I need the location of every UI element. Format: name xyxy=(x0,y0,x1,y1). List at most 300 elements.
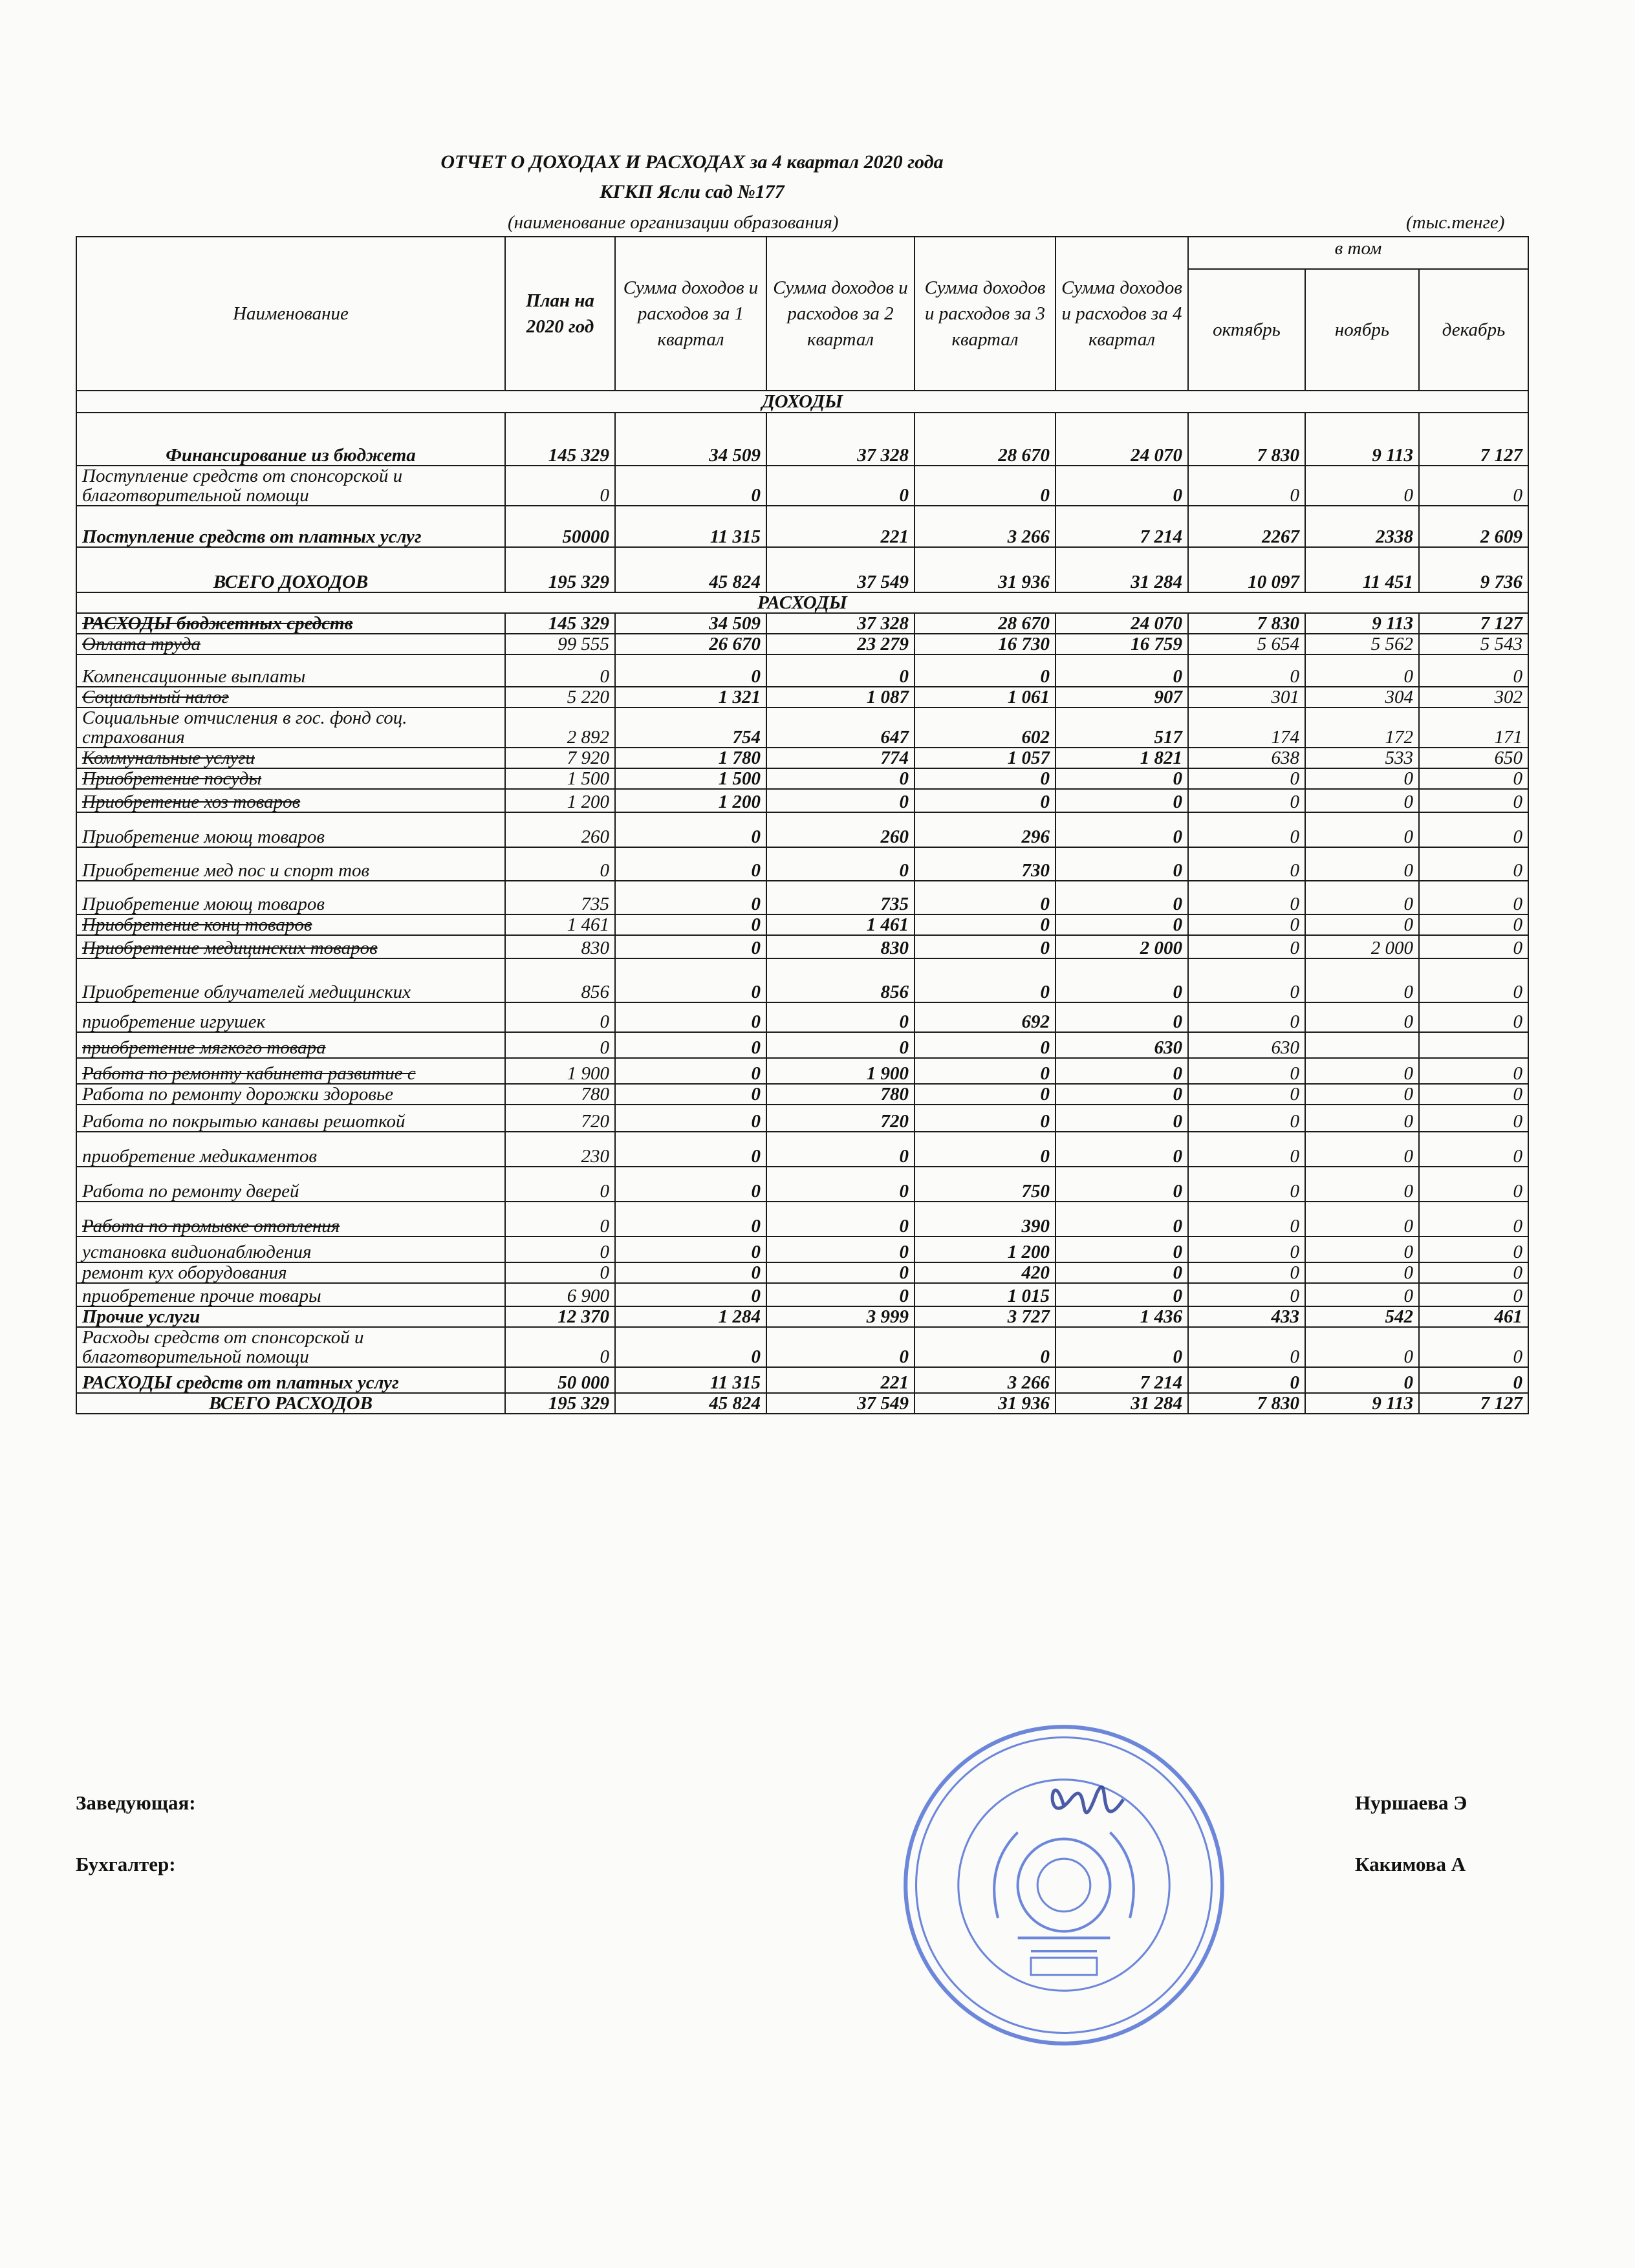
cell-value: 830 xyxy=(766,935,915,958)
table-row xyxy=(76,1167,1528,1202)
cell-value: 0 xyxy=(505,1167,615,1202)
cell-value: 145 329 xyxy=(505,413,615,466)
cell-value: 0 xyxy=(505,1002,615,1032)
row-label: ВСЕГО РАСХОДОВ xyxy=(76,1393,505,1414)
cell-value: 0 xyxy=(1419,1084,1528,1105)
cell-value: 0 xyxy=(1056,466,1188,506)
cell-value: 0 xyxy=(766,1262,915,1283)
cell-value: 2 892 xyxy=(505,707,615,748)
cell-value: 0 xyxy=(615,466,766,506)
cell-value: 2267 xyxy=(1188,506,1305,547)
cell-value: 1 200 xyxy=(505,789,615,812)
cell-value: 1 900 xyxy=(766,1058,915,1084)
cell-value: 0 xyxy=(505,466,615,506)
cell-value: 692 xyxy=(915,1002,1056,1032)
cell-value: 0 xyxy=(915,654,1056,687)
table-row xyxy=(76,1084,1528,1105)
cell-value: 0 xyxy=(1056,1202,1188,1237)
cell-value: 0 xyxy=(1056,1084,1188,1105)
cell-value: 907 xyxy=(1056,687,1188,707)
cell-value: 647 xyxy=(766,707,915,748)
cell-value: 26 670 xyxy=(615,634,766,654)
cell-value: 24 070 xyxy=(1056,613,1188,634)
cell-value: 1 900 xyxy=(505,1058,615,1084)
cell-value: 0 xyxy=(766,847,915,881)
col-header-december: декабрь xyxy=(1419,269,1528,391)
cell-value: 0 xyxy=(1188,914,1305,935)
cell-value: 0 xyxy=(1056,1262,1188,1283)
cell-value: 0 xyxy=(1056,1167,1188,1202)
cell-value: 0 xyxy=(1188,935,1305,958)
table-row xyxy=(76,654,1528,687)
cell-value: 0 xyxy=(1305,1327,1419,1367)
cell-value: 0 xyxy=(1188,1283,1305,1306)
cell-value: 0 xyxy=(1188,1262,1305,1283)
table-row xyxy=(76,1002,1528,1032)
cell-value: 10 097 xyxy=(1188,547,1305,592)
row-label: Расходы средств от спонсорской и благотворительной помощи xyxy=(76,1327,505,1367)
cell-value: 0 xyxy=(1305,914,1419,935)
col-header-q2: Сумма доходов и расходов за 2 квартал xyxy=(766,237,915,391)
cell-value: 195 329 xyxy=(505,1393,615,1414)
row-label: Работа по покрытью канавы решоткой xyxy=(76,1105,505,1132)
cell-value: 0 xyxy=(915,935,1056,958)
cell-value: 302 xyxy=(1419,687,1528,707)
row-label: Приобретение посуды xyxy=(76,768,505,789)
cell-value: 1 087 xyxy=(766,687,915,707)
cell-value: 7 920 xyxy=(505,748,615,768)
cell-value: 260 xyxy=(505,812,615,847)
cell-value: 0 xyxy=(1188,881,1305,914)
cell-value: 1 500 xyxy=(505,768,615,789)
cell-value: 0 xyxy=(615,812,766,847)
cell-value: 0 xyxy=(1305,1262,1419,1283)
table-row xyxy=(76,1393,1528,1414)
cell-value: 1 780 xyxy=(615,748,766,768)
cell-value: 780 xyxy=(505,1084,615,1105)
cell-value: 0 xyxy=(1305,1367,1419,1393)
cell-value: 0 xyxy=(1305,1132,1419,1167)
row-label: Прочие услуги xyxy=(76,1306,505,1327)
unit-note: (тыс.тенге) xyxy=(1406,212,1505,233)
cell-value: 5 220 xyxy=(505,687,615,707)
cell-value: 221 xyxy=(766,1367,915,1393)
report-title: ОТЧЕТ О ДОХОДАХ И РАСХОДАХ за 4 квартал 2020 года xyxy=(440,151,944,173)
head-signature-label: Заведующая: xyxy=(76,1791,196,1814)
cell-value: 0 xyxy=(615,1327,766,1367)
cell-value: 0 xyxy=(1056,1058,1188,1084)
cell-value: 37 549 xyxy=(766,547,915,592)
table-row xyxy=(76,1367,1528,1393)
col-header-group: в том xyxy=(1188,237,1528,269)
col-header-plan: План на 2020 год xyxy=(505,237,615,391)
cell-value: 0 xyxy=(766,1132,915,1167)
row-label: Приобретение мед пос и спорт тов xyxy=(76,847,505,881)
cell-value: 730 xyxy=(915,847,1056,881)
row-label: Компенсационные выплаты xyxy=(76,654,505,687)
cell-value: 9 736 xyxy=(1419,547,1528,592)
cell-value: 0 xyxy=(505,1202,615,1237)
cell-value: 856 xyxy=(505,958,615,1002)
cell-value: 0 xyxy=(1419,1237,1528,1262)
table-row xyxy=(76,413,1528,466)
col-header-october: октябрь xyxy=(1188,269,1305,391)
cell-value: 0 xyxy=(1188,1105,1305,1132)
table-row xyxy=(76,812,1528,847)
cell-value: 0 xyxy=(915,881,1056,914)
row-label: ремонт кух оборудования xyxy=(76,1262,505,1283)
cell-value: 638 xyxy=(1188,748,1305,768)
cell-value: 0 xyxy=(1188,466,1305,506)
col-header-name: Наименование xyxy=(76,237,505,391)
cell-value: 34 509 xyxy=(615,413,766,466)
organization-note: (наименование организации образования) xyxy=(508,212,839,233)
cell-value: 12 370 xyxy=(505,1306,615,1327)
cell-value: 1 015 xyxy=(915,1283,1056,1306)
cell-value: 0 xyxy=(766,789,915,812)
cell-value: 0 xyxy=(1188,1167,1305,1202)
table-row xyxy=(76,768,1528,789)
cell-value: 0 xyxy=(1305,812,1419,847)
table-row xyxy=(76,1262,1528,1283)
cell-value: 774 xyxy=(766,748,915,768)
cell-value: 2 000 xyxy=(1305,935,1419,958)
table-row xyxy=(76,748,1528,768)
table-row xyxy=(76,789,1528,812)
cell-value: 3 266 xyxy=(915,1367,1056,1393)
cell-value: 630 xyxy=(1056,1032,1188,1058)
cell-value: 0 xyxy=(1056,654,1188,687)
cell-value: 0 xyxy=(1188,812,1305,847)
cell-value: 1 284 xyxy=(615,1306,766,1327)
cell-value: 0 xyxy=(915,1132,1056,1167)
cell-value: 0 xyxy=(1188,654,1305,687)
row-label: приобретение мягкого товара xyxy=(76,1032,505,1058)
cell-value: 1 057 xyxy=(915,748,1056,768)
table-row xyxy=(76,1105,1528,1132)
cell-value: 0 xyxy=(1188,1058,1305,1084)
cell-value: 0 xyxy=(1419,1283,1528,1306)
cell-value: 630 xyxy=(1188,1032,1305,1058)
row-label: Приобретение моющ товаров xyxy=(76,881,505,914)
cell-value: 1 500 xyxy=(615,768,766,789)
cell-value: 0 xyxy=(1419,1367,1528,1393)
cell-value: 720 xyxy=(766,1105,915,1132)
cell-value: 0 xyxy=(615,654,766,687)
cell-value: 145 329 xyxy=(505,613,615,634)
cell-value: 0 xyxy=(1419,1058,1528,1084)
cell-value: 0 xyxy=(1188,768,1305,789)
cell-value: 0 xyxy=(1419,466,1528,506)
cell-value: 0 xyxy=(1305,1058,1419,1084)
cell-value: 1 461 xyxy=(766,914,915,935)
row-label: Работа по ремонту дорожки здоровье xyxy=(76,1084,505,1105)
cell-value: 3 999 xyxy=(766,1306,915,1327)
cell-value: 0 xyxy=(1188,789,1305,812)
cell-value: 0 xyxy=(1188,1327,1305,1367)
cell-value: 0 xyxy=(615,1202,766,1237)
table-row xyxy=(76,634,1528,654)
table-row xyxy=(76,1058,1528,1084)
cell-value: 0 xyxy=(615,847,766,881)
cell-value: 0 xyxy=(1305,1237,1419,1262)
cell-value: 0 xyxy=(915,789,1056,812)
cell-value: 0 xyxy=(1056,1283,1188,1306)
cell-value: 7 127 xyxy=(1419,1393,1528,1414)
cell-value: 0 xyxy=(1305,847,1419,881)
cell-value: 221 xyxy=(766,506,915,547)
cell-value: 174 xyxy=(1188,707,1305,748)
cell-value: 171 xyxy=(1419,707,1528,748)
section-header-income: ДОХОДЫ xyxy=(76,391,1528,413)
cell-value: 1 200 xyxy=(915,1237,1056,1262)
cell-value: 0 xyxy=(615,1002,766,1032)
row-label: Работа по ремонту дверей xyxy=(76,1167,505,1202)
cell-value: 24 070 xyxy=(1056,413,1188,466)
cell-value: 0 xyxy=(1419,1105,1528,1132)
row-label: Приобретение хоз товаров xyxy=(76,789,505,812)
cell-value: 0 xyxy=(1305,958,1419,1002)
row-label: Финансирование из бюджета xyxy=(76,413,505,466)
cell-value: 0 xyxy=(766,1237,915,1262)
cell-value: 0 xyxy=(1419,768,1528,789)
cell-value: 11 315 xyxy=(615,1367,766,1393)
cell-value: 0 xyxy=(1419,1002,1528,1032)
cell-value: 0 xyxy=(1188,1084,1305,1105)
cell-value: 0 xyxy=(915,914,1056,935)
cell-value: 0 xyxy=(1056,789,1188,812)
cell-value: 0 xyxy=(766,1283,915,1306)
cell-value: 856 xyxy=(766,958,915,1002)
cell-value: 0 xyxy=(1056,812,1188,847)
cell-value: 31 936 xyxy=(915,1393,1056,1414)
table-row xyxy=(76,847,1528,881)
col-header-november: ноябрь xyxy=(1305,269,1419,391)
cell-value: 0 xyxy=(766,1002,915,1032)
cell-value: 5 562 xyxy=(1305,634,1419,654)
cell-value: 37 328 xyxy=(766,413,915,466)
cell-value: 34 509 xyxy=(615,613,766,634)
table-row xyxy=(76,1306,1528,1327)
cell-value: 0 xyxy=(615,1237,766,1262)
cell-value: 7 127 xyxy=(1419,413,1528,466)
cell-value: 7 214 xyxy=(1056,1367,1188,1393)
cell-value: 0 xyxy=(1419,958,1528,1002)
cell-value: 0 xyxy=(1419,1167,1528,1202)
cell-value: 0 xyxy=(615,1058,766,1084)
row-label: Оплата труда xyxy=(76,634,505,654)
cell-value: 0 xyxy=(1305,466,1419,506)
cell-value: 0 xyxy=(766,654,915,687)
cell-value: 5 543 xyxy=(1419,634,1528,654)
table-row xyxy=(76,1132,1528,1167)
cell-value: 0 xyxy=(615,1167,766,1202)
table-row xyxy=(76,1032,1528,1058)
cell-value: 0 xyxy=(1056,847,1188,881)
cell-value: 9 113 xyxy=(1305,1393,1419,1414)
row-label: приобретение медикаментов xyxy=(76,1132,505,1167)
cell-value: 0 xyxy=(615,958,766,1002)
row-label: Работа по промывке отопления xyxy=(76,1202,505,1237)
cell-value: 0 xyxy=(1419,1132,1528,1167)
row-label: установка видионаблюдения xyxy=(76,1237,505,1262)
cell-value: 0 xyxy=(1419,847,1528,881)
table-row xyxy=(76,687,1528,707)
cell-value xyxy=(1419,1032,1528,1058)
col-header-q3: Сумма доходов и расходов за 3 квартал xyxy=(915,237,1056,391)
organization-name: КГКП Ясли сад №177 xyxy=(600,181,785,202)
row-label: Социальный налог xyxy=(76,687,505,707)
cell-value: 0 xyxy=(766,1327,915,1367)
cell-value: 9 113 xyxy=(1305,413,1419,466)
cell-value: 0 xyxy=(1056,914,1188,935)
cell-value: 31 284 xyxy=(1056,547,1188,592)
cell-value: 735 xyxy=(505,881,615,914)
cell-value: 0 xyxy=(766,1202,915,1237)
row-label: Приобретение моющ товаров xyxy=(76,812,505,847)
cell-value: 780 xyxy=(766,1084,915,1105)
cell-value: 0 xyxy=(505,654,615,687)
table-row xyxy=(76,1327,1528,1367)
cell-value: 0 xyxy=(915,1327,1056,1367)
cell-value: 0 xyxy=(505,847,615,881)
cell-value: 296 xyxy=(915,812,1056,847)
cell-value: 9 113 xyxy=(1305,613,1419,634)
cell-value: 0 xyxy=(1419,935,1528,958)
cell-value: 390 xyxy=(915,1202,1056,1237)
cell-value: 0 xyxy=(615,935,766,958)
cell-value: 1 200 xyxy=(615,789,766,812)
cell-value: 0 xyxy=(1188,1367,1305,1393)
cell-value: 720 xyxy=(505,1105,615,1132)
cell-value: 7 127 xyxy=(1419,613,1528,634)
cell-value: 0 xyxy=(1188,1237,1305,1262)
cell-value: 304 xyxy=(1305,687,1419,707)
col-header-q1: Сумма доходов и расходов за 1 квартал xyxy=(615,237,766,391)
cell-value: 461 xyxy=(1419,1306,1528,1327)
cell-value: 602 xyxy=(915,707,1056,748)
col-header-q4: Сумма доходов и расходов за 4 квартал xyxy=(1056,237,1188,391)
row-label: Приобретение облучателей медицинских xyxy=(76,958,505,1002)
cell-value: 45 824 xyxy=(615,1393,766,1414)
cell-value: 0 xyxy=(915,768,1056,789)
cell-value: 3 727 xyxy=(915,1306,1056,1327)
cell-value: 11 315 xyxy=(615,506,766,547)
cell-value: 28 670 xyxy=(915,613,1056,634)
cell-value: 50 000 xyxy=(505,1367,615,1393)
row-label: Приобретение конц товаров xyxy=(76,914,505,935)
cell-value: 830 xyxy=(505,935,615,958)
cell-value: 28 670 xyxy=(915,413,1056,466)
table-row xyxy=(76,914,1528,935)
cell-value: 31 284 xyxy=(1056,1393,1188,1414)
table-row xyxy=(76,547,1528,592)
cell-value: 420 xyxy=(915,1262,1056,1283)
cell-value: 0 xyxy=(1419,881,1528,914)
cell-value: 0 xyxy=(1305,789,1419,812)
cell-value: 0 xyxy=(1305,1105,1419,1132)
official-stamp xyxy=(899,1720,1229,2050)
cell-value: 0 xyxy=(615,1283,766,1306)
cell-value: 0 xyxy=(766,1032,915,1058)
cell-value: 0 xyxy=(615,1032,766,1058)
cell-value xyxy=(1305,1032,1419,1058)
cell-value: 0 xyxy=(915,1032,1056,1058)
table-row xyxy=(76,1202,1528,1237)
cell-value: 1 061 xyxy=(915,687,1056,707)
cell-value: 0 xyxy=(1188,847,1305,881)
cell-value: 754 xyxy=(615,707,766,748)
cell-value: 2 609 xyxy=(1419,506,1528,547)
cell-value: 0 xyxy=(615,1262,766,1283)
row-label: Приобретение медицинских товаров xyxy=(76,935,505,958)
cell-value: 0 xyxy=(915,1105,1056,1132)
cell-value: 230 xyxy=(505,1132,615,1167)
cell-value: 517 xyxy=(1056,707,1188,748)
cell-value: 301 xyxy=(1188,687,1305,707)
table-row xyxy=(76,935,1528,958)
cell-value: 7 830 xyxy=(1188,413,1305,466)
cell-value: 0 xyxy=(1305,768,1419,789)
cell-value: 0 xyxy=(1419,654,1528,687)
cell-value: 0 xyxy=(1305,881,1419,914)
cell-value: 0 xyxy=(915,958,1056,1002)
cell-value: 0 xyxy=(1056,958,1188,1002)
cell-value: 0 xyxy=(766,466,915,506)
cell-value: 99 555 xyxy=(505,634,615,654)
cell-value: 0 xyxy=(1419,1262,1528,1283)
cell-value: 0 xyxy=(1305,1202,1419,1237)
cell-value: 750 xyxy=(915,1167,1056,1202)
table-row xyxy=(76,958,1528,1002)
cell-value: 37 328 xyxy=(766,613,915,634)
row-label: приобретение прочие товары xyxy=(76,1283,505,1306)
cell-value: 0 xyxy=(1056,881,1188,914)
cell-value: 5 654 xyxy=(1188,634,1305,654)
table-row xyxy=(76,613,1528,634)
cell-value: 542 xyxy=(1305,1306,1419,1327)
cell-value: 0 xyxy=(766,768,915,789)
cell-value: 533 xyxy=(1305,748,1419,768)
cell-value: 0 xyxy=(1305,1084,1419,1105)
row-label: РАСХОДЫ средств от платных услуг xyxy=(76,1367,505,1393)
section-header-expenses: РАСХОДЫ xyxy=(76,592,1528,613)
cell-value: 2 000 xyxy=(1056,935,1188,958)
cell-value: 0 xyxy=(615,914,766,935)
table-row xyxy=(76,881,1528,914)
accountant-signature-label: Бухгалтер: xyxy=(76,1853,176,1875)
cell-value: 0 xyxy=(615,1084,766,1105)
cell-value: 0 xyxy=(1056,768,1188,789)
cell-value: 0 xyxy=(1305,1002,1419,1032)
row-label: Социальные отчисления в гос. фонд соц. страхования xyxy=(76,707,505,748)
cell-value: 0 xyxy=(505,1262,615,1283)
cell-value: 7 214 xyxy=(1056,506,1188,547)
cell-value: 0 xyxy=(915,1084,1056,1105)
row-label: Поступление средств от платных услуг xyxy=(76,506,505,547)
row-label: приобретение игрушек xyxy=(76,1002,505,1032)
cell-value: 1 321 xyxy=(615,687,766,707)
accountant-signature-name: Какимова А xyxy=(1355,1853,1466,1875)
cell-value: 6 900 xyxy=(505,1283,615,1306)
table-row xyxy=(76,707,1528,748)
cell-value: 16 730 xyxy=(915,634,1056,654)
cell-value: 11 451 xyxy=(1305,547,1419,592)
cell-value: 37 549 xyxy=(766,1393,915,1414)
cell-value: 7 830 xyxy=(1188,1393,1305,1414)
cell-value: 7 830 xyxy=(1188,613,1305,634)
cell-value: 31 936 xyxy=(915,547,1056,592)
